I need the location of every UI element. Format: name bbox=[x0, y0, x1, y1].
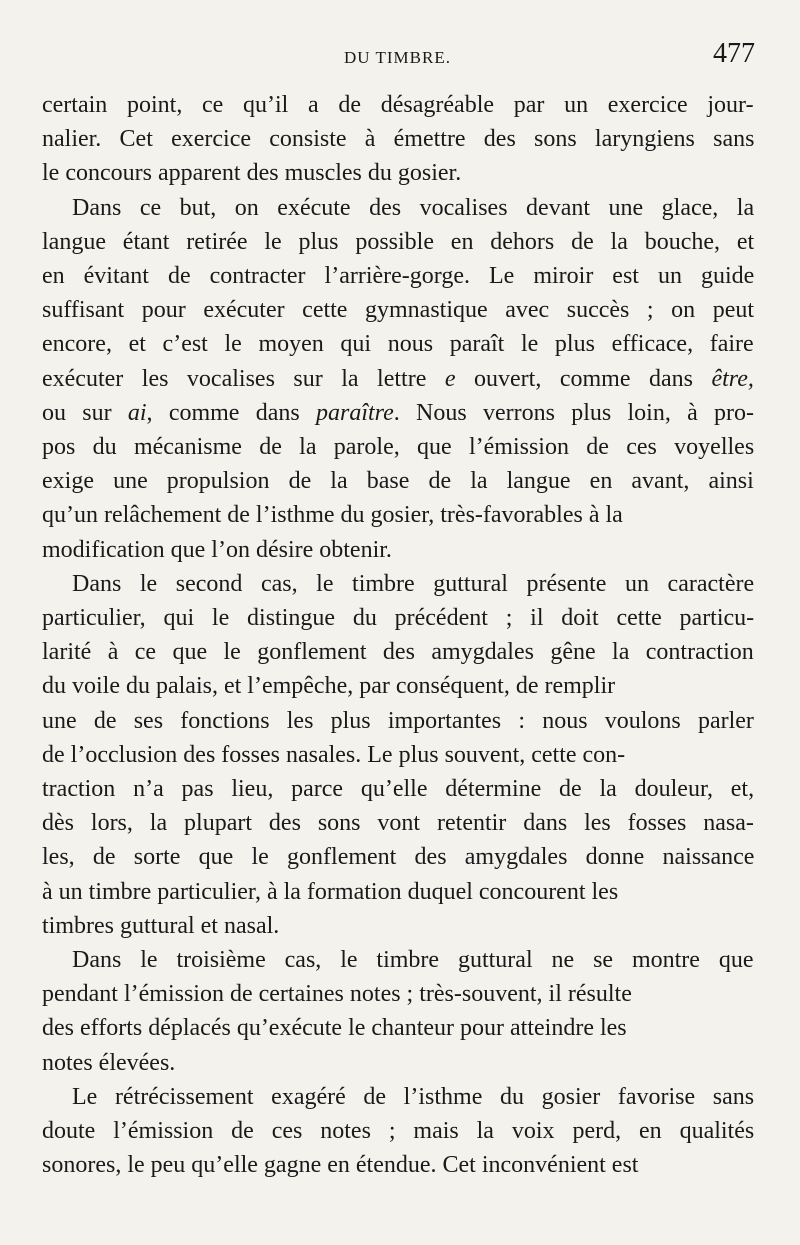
text-run: , comme dans bbox=[146, 399, 316, 426]
text-line: exige une propulsion de la base de la langue en avant, ainsi bbox=[42, 468, 754, 495]
text-line: nalier. Cet exercice consiste à émettre des sons laryngiens sans bbox=[42, 126, 755, 153]
text-line: du voile du palais, et l’empêche, par conséquent, de remplir bbox=[42, 673, 616, 700]
text-run: ouvert, comme dans bbox=[455, 365, 712, 392]
italic-run: ai bbox=[127, 399, 147, 426]
text-line: particulier, qui le distingue du précédent ; il doit cette particu- bbox=[42, 605, 755, 632]
running-head: DU TIMBRE. bbox=[344, 48, 451, 67]
text-line: pos du mécanisme de la parole, que l’émission de ces voyelles bbox=[42, 434, 755, 461]
text-line: traction n’a pas lieu, parce qu’elle détermine de la douleur, et, bbox=[42, 776, 755, 803]
text-line bbox=[42, 362, 754, 396]
text-line: Dans le second cas, le timbre guttural présente un caractère bbox=[72, 570, 755, 597]
italic-run: paraître bbox=[316, 399, 394, 426]
text-line: Dans ce but, on exécute des vocalises devant une glace, la bbox=[72, 194, 755, 221]
text-line: le concours apparent des muscles du gosier. bbox=[42, 160, 462, 187]
text-line bbox=[42, 396, 754, 430]
text-line: de l’occlusion des fosses nasales. Le plus souvent, cette con- bbox=[42, 741, 626, 768]
text-line: modification que l’on désire obtenir. bbox=[42, 536, 392, 563]
text-line: timbres guttural et nasal. bbox=[42, 912, 280, 939]
text-line: les, de sorte que le gonflement des amygdales donne naissance bbox=[42, 844, 755, 871]
text-run: . Nous verrons plus loin, à pro- bbox=[393, 399, 755, 426]
page-header bbox=[40, 38, 755, 78]
text-line: des efforts déplacés qu’exécute le chanteur pour atteindre les bbox=[42, 1015, 627, 1042]
text-line: doute l’émission de ces notes ; mais la voix perd, en qualités bbox=[42, 1118, 755, 1145]
text-line: Dans le troisième cas, le timbre guttural ne se montre que bbox=[72, 947, 754, 974]
italic-run: e bbox=[444, 365, 456, 392]
text-line: en évitant de contracter l’arrière-gorge. Le miroir est un guide bbox=[42, 263, 755, 290]
paragraph-1 bbox=[42, 88, 754, 191]
text-line: dès lors, la plupart des sons vont retentir dans les fosses nasa- bbox=[42, 810, 754, 837]
paragraph-5 bbox=[42, 1080, 754, 1183]
text-line: sonores, le peu qu’elle gagne en étendue. Cet inconvénient est bbox=[42, 1152, 639, 1179]
text-line: une de ses fonctions les plus importantes : nous voulons parler bbox=[42, 707, 754, 734]
text-line: langue étant retirée le plus possible en dehors de la bouche, et bbox=[42, 228, 755, 255]
text-line: larité à ce que le gonflement des amygdales gêne la contraction bbox=[42, 639, 754, 666]
body-text bbox=[42, 88, 754, 1183]
page-number: 477 bbox=[713, 38, 755, 69]
text-line: Le rétrécissement exagéré de l’isthme du gosier favorise sans bbox=[72, 1083, 755, 1110]
paragraph-2 bbox=[42, 191, 754, 567]
italic-run: être, bbox=[711, 365, 754, 392]
text-line: encore, et c’est le moyen qui nous paraît le plus efficace, faire bbox=[42, 331, 754, 358]
text-line: certain point, ce qu’il a de désagréable par un exercice jour- bbox=[42, 92, 754, 118]
paragraph-4 bbox=[42, 943, 754, 1080]
text-line: notes élevées. bbox=[42, 1049, 176, 1076]
text-line: pendant l’émission de certaines notes ; très-souvent, il résulte bbox=[42, 981, 632, 1008]
text-line: à un timbre particulier, à la formation duquel concourent les bbox=[42, 878, 619, 905]
text-run: exécuter les vocalises sur la lettre bbox=[42, 365, 445, 392]
text-line: qu’un relâchement de l’isthme du gosier, très-favorables à la bbox=[42, 502, 623, 529]
text-run: ou sur bbox=[42, 399, 128, 426]
paragraph-3 bbox=[42, 567, 754, 943]
text-line: suffisant pour exécuter cette gymnastique avec succès ; on peut bbox=[42, 297, 755, 324]
